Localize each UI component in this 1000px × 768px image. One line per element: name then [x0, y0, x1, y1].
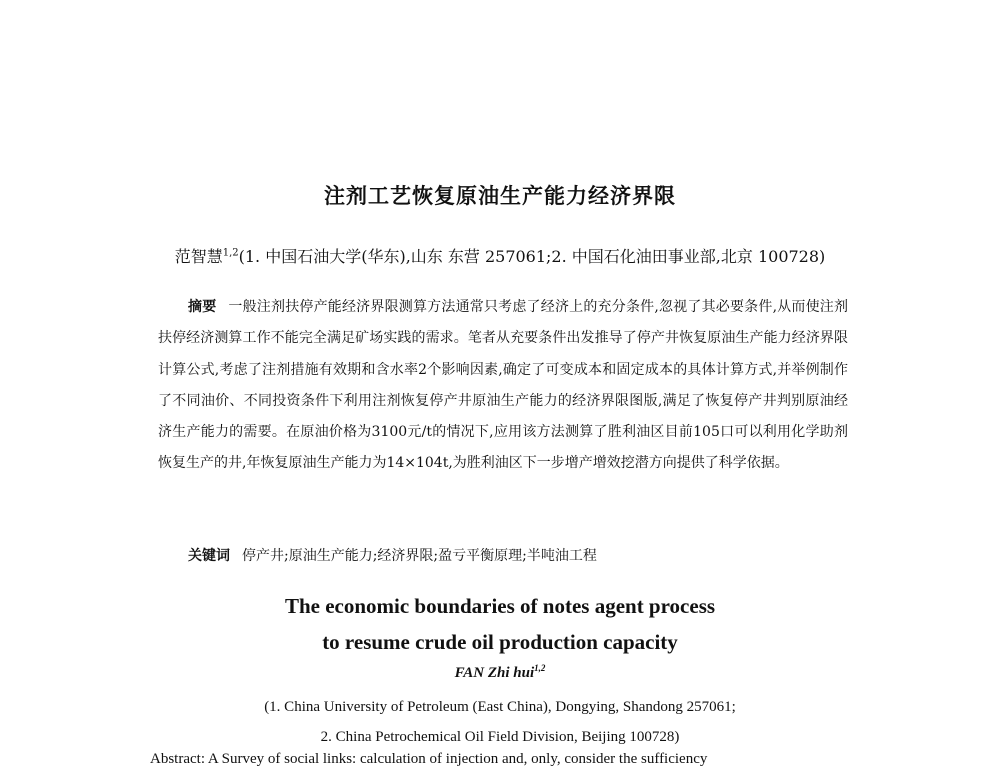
english-affiliation	[0, 692, 1000, 752]
author-superscript-cn: 1,2	[222, 247, 239, 259]
keywords-text-cn: 停产井;原油生产能力;经济界限;盈亏平衡原理;半吨油工程	[242, 548, 597, 564]
author-name-cn: 范智慧	[174, 247, 223, 266]
author-affiliation-cn: (1. 中国石油大学(华东),山东 东营 257061;2. 中国石化油田事业部,北京 100728)	[238, 247, 826, 266]
author-superscript-en: 1,2	[534, 663, 546, 673]
abstract-text-cn: 一般注剂扶停产能经济界限测算方法通常只考虑了经济上的充分条件,忽视了其必要条件,从而使注剂扶停经济测算工作不能完全满足矿场实践的需求。笔者从充要条件出发推导了停产井恢复原油生产能力经济界限计算公式,考虑了注剂措施有效期和含水率2个影响因素,确定了可变成本和固定成本的具体计算方式,并举例制作了不同油价、不同投资条件下利用注剂恢复停产井原油生产能力的经济界限图版,满足了恢复停产井判别原油经济生产能力的需要。在原油价格为3100元/t的情况下,应用该方法测算了胜利油区目前105口可以利用化学助剂恢复生产的井,年恢复原油生产能力为14×104t,为胜利油区下一步增产增效挖潜方向提供了科学依据。	[158, 299, 849, 472]
english-author	[0, 663, 1000, 682]
author-name-en: FAN Zhi hui	[454, 665, 535, 681]
english-affiliation-line-2: 2. China Petrochemical Oil Field Division, Beijing 100728)	[320, 729, 680, 745]
english-title-line-1: The economic boundaries of notes agent process	[284, 594, 716, 618]
english-title	[0, 588, 1000, 660]
abstract-label-cn: 摘要	[188, 299, 217, 315]
english-title-line-2: to resume crude oil production capacity	[322, 630, 678, 654]
english-abstract-partial: Abstract: A Survey of social links: calculation of injection and, only, consider the sufficiency	[150, 751, 708, 767]
chinese-keywords	[188, 545, 848, 565]
keywords-label-cn: 关键词	[188, 548, 230, 564]
english-affiliation-line-1: (1. China University of Petroleum (East China), Dongying, Shandong 257061;	[264, 699, 736, 715]
chinese-author-line	[0, 244, 1000, 267]
chinese-abstract	[158, 292, 848, 480]
chinese-title: 注剂工艺恢复原油生产能力经济界限	[324, 184, 676, 208]
